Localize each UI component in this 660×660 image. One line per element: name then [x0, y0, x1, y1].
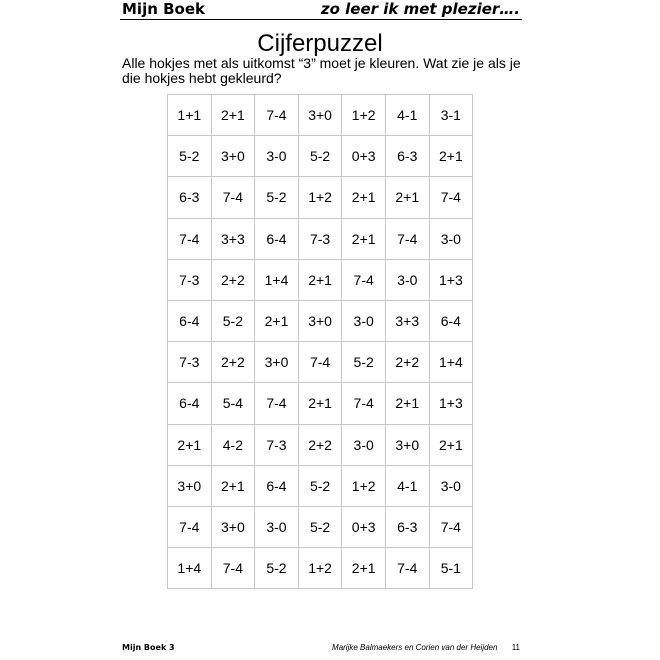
grid-cell[interactable]: 6-4 — [255, 218, 299, 259]
grid-cell[interactable]: 3+3 — [385, 300, 429, 341]
grid-cell[interactable]: 3-0 — [255, 136, 299, 177]
grid-row — [168, 465, 473, 506]
grid-row — [168, 177, 473, 218]
grid-cell[interactable]: 7-4 — [385, 548, 429, 589]
grid-cell[interactable]: 6-4 — [168, 300, 212, 341]
grid-cell[interactable]: 2+1 — [385, 177, 429, 218]
header-divider — [120, 19, 522, 20]
page-number: 11 — [511, 643, 520, 652]
grid-cell[interactable]: 7-4 — [255, 383, 299, 424]
grid-cell[interactable]: 5-2 — [255, 177, 299, 218]
grid-cell[interactable]: 1+2 — [342, 465, 386, 506]
grid-cell[interactable]: 2+2 — [298, 424, 342, 465]
grid-cell[interactable]: 2+1 — [255, 300, 299, 341]
grid-cell[interactable]: 3+0 — [298, 95, 342, 136]
grid-cell[interactable]: 6-4 — [168, 383, 212, 424]
grid-cell[interactable]: 6-4 — [255, 465, 299, 506]
grid-cell[interactable]: 3+0 — [385, 424, 429, 465]
footer-info — [332, 643, 520, 653]
footer-book-name: Mijn Boek 3 — [122, 643, 175, 652]
grid-cell[interactable]: 6-3 — [385, 506, 429, 547]
grid-cell[interactable]: 5-1 — [429, 548, 473, 589]
grid-row — [168, 383, 473, 424]
grid-row — [168, 95, 473, 136]
grid-cell[interactable]: 7-3 — [298, 218, 342, 259]
grid-cell[interactable]: 5-2 — [298, 465, 342, 506]
puzzle-grid — [167, 94, 473, 589]
grid-cell[interactable]: 3-0 — [255, 506, 299, 547]
grid-cell[interactable]: 6-3 — [385, 136, 429, 177]
grid-cell[interactable]: 5-2 — [298, 506, 342, 547]
grid-cell[interactable]: 6-4 — [429, 300, 473, 341]
grid-cell[interactable]: 3+0 — [255, 342, 299, 383]
grid-row — [168, 259, 473, 300]
grid-cell[interactable]: 5-4 — [211, 383, 255, 424]
grid-cell[interactable]: 1+2 — [342, 95, 386, 136]
grid-cell[interactable]: 7-3 — [255, 424, 299, 465]
grid-cell[interactable]: 4-2 — [211, 424, 255, 465]
grid-cell[interactable]: 5-2 — [298, 136, 342, 177]
grid-cell[interactable]: 5-2 — [168, 136, 212, 177]
grid-row — [168, 548, 473, 589]
grid-cell[interactable]: 3-0 — [429, 465, 473, 506]
grid-cell[interactable]: 0+3 — [342, 136, 386, 177]
grid-cell[interactable]: 1+4 — [168, 548, 212, 589]
grid-cell[interactable]: 7-4 — [342, 259, 386, 300]
grid-cell[interactable]: 7-4 — [429, 177, 473, 218]
grid-cell[interactable]: 2+1 — [385, 383, 429, 424]
grid-cell[interactable]: 1+2 — [298, 177, 342, 218]
grid-cell[interactable]: 7-4 — [255, 95, 299, 136]
grid-cell[interactable]: 7-3 — [168, 259, 212, 300]
grid-cell[interactable]: 7-4 — [429, 506, 473, 547]
grid-cell[interactable]: 7-4 — [168, 218, 212, 259]
grid-row — [168, 136, 473, 177]
page-title: Cijferpuzzel — [257, 30, 383, 57]
puzzle-grid-body — [168, 95, 473, 589]
footer-authors: Marijke Balmaekers en Corien van der Heijden — [332, 643, 498, 652]
grid-cell[interactable]: 3+3 — [211, 218, 255, 259]
grid-cell[interactable]: 4-1 — [385, 465, 429, 506]
grid-cell[interactable]: 2+1 — [211, 95, 255, 136]
grid-cell[interactable]: 5-2 — [255, 548, 299, 589]
grid-cell[interactable]: 2+1 — [342, 218, 386, 259]
grid-cell[interactable]: 7-4 — [298, 342, 342, 383]
grid-cell[interactable]: 1+4 — [429, 342, 473, 383]
grid-row — [168, 300, 473, 341]
grid-cell[interactable]: 7-3 — [168, 342, 212, 383]
grid-cell[interactable]: 2+2 — [385, 342, 429, 383]
grid-cell[interactable]: 2+1 — [429, 136, 473, 177]
grid-cell[interactable]: 3+0 — [211, 506, 255, 547]
grid-cell[interactable]: 2+2 — [211, 342, 255, 383]
grid-cell[interactable]: 3+0 — [168, 465, 212, 506]
grid-cell[interactable]: 2+1 — [429, 424, 473, 465]
grid-cell[interactable]: 7-4 — [168, 506, 212, 547]
grid-cell[interactable]: 3-0 — [342, 424, 386, 465]
grid-cell[interactable]: 2+1 — [168, 424, 212, 465]
grid-cell[interactable]: 3-0 — [342, 300, 386, 341]
grid-cell[interactable]: 3+0 — [298, 300, 342, 341]
grid-cell[interactable]: 2+1 — [298, 383, 342, 424]
grid-cell[interactable]: 1+1 — [168, 95, 212, 136]
grid-cell[interactable]: 2+1 — [342, 548, 386, 589]
grid-cell[interactable]: 1+3 — [429, 383, 473, 424]
header-slogan: zo leer ik met plezier…. — [320, 0, 520, 18]
grid-cell[interactable]: 3-0 — [385, 259, 429, 300]
grid-row — [168, 342, 473, 383]
grid-cell[interactable]: 1+3 — [429, 259, 473, 300]
grid-cell[interactable]: 3-0 — [429, 218, 473, 259]
grid-cell[interactable]: 3+0 — [211, 136, 255, 177]
grid-cell[interactable]: 2+1 — [211, 465, 255, 506]
grid-cell[interactable]: 5-2 — [342, 342, 386, 383]
instructions-text: Alle hokjes met als uitkomst “3” moet je kleuren. Wat zie je als je die hokjes hebt gekleurd? — [122, 55, 521, 86]
grid-cell[interactable]: 2+1 — [342, 177, 386, 218]
grid-cell[interactable]: 7-4 — [342, 383, 386, 424]
grid-cell[interactable]: 6-3 — [168, 177, 212, 218]
grid-cell[interactable]: 7-4 — [385, 218, 429, 259]
grid-cell[interactable]: 2+1 — [298, 259, 342, 300]
grid-cell[interactable]: 7-4 — [211, 548, 255, 589]
grid-row — [168, 218, 473, 259]
grid-cell[interactable]: 0+3 — [342, 506, 386, 547]
grid-row — [168, 506, 473, 547]
grid-cell[interactable]: 1+4 — [255, 259, 299, 300]
grid-cell[interactable]: 3-1 — [429, 95, 473, 136]
book-title-header: Mijn Boek — [122, 0, 205, 18]
grid-row — [168, 424, 473, 465]
grid-cell[interactable]: 7-4 — [211, 177, 255, 218]
grid-cell[interactable]: 4-1 — [385, 95, 429, 136]
grid-cell[interactable]: 5-2 — [211, 300, 255, 341]
grid-cell[interactable]: 2+2 — [211, 259, 255, 300]
grid-cell[interactable]: 1+2 — [298, 548, 342, 589]
